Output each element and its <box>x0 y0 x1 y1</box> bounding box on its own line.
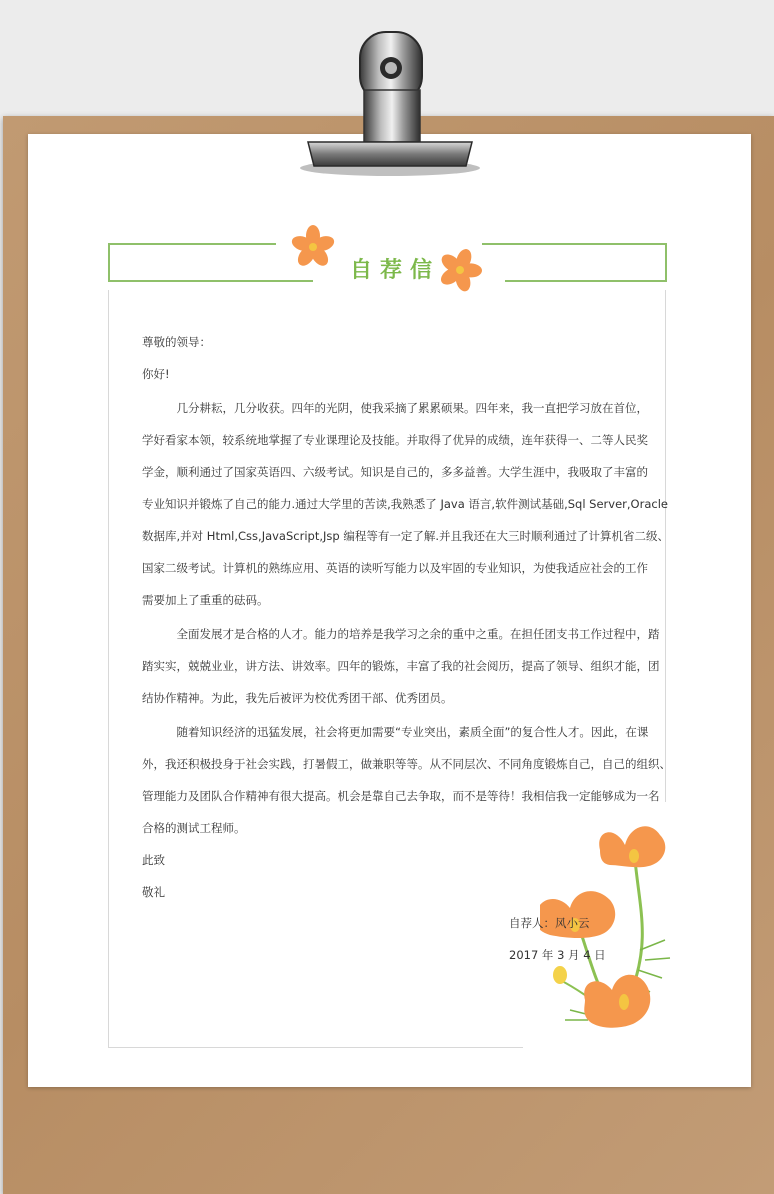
body-line: 几分耕耘，几分收获。四年的光阴，使我采摘了累累硕果。四年来，我一直把学习放在首位， <box>142 401 648 415</box>
body-line: 学好看家本领，较系统地掌握了专业课理论及技能。并取得了优异的成绩，连年获得一、二等人民奖 <box>142 433 648 447</box>
salutation: 尊敬的领导： <box>142 335 211 349</box>
body-line: 专业知识并锻炼了自己的能力.通过大学里的苦读,我熟悉了 Java 语言,软件测试基础,Sql Server,Oracle <box>142 497 668 511</box>
body-line: 踏实实，兢兢业业，讲方法、讲效率。四年的锻炼，丰富了我的社会阅历，提高了领导、组织才能，团 <box>142 659 660 673</box>
closing-line: 此致 <box>142 853 165 867</box>
date: 2017 年 3 月 4 日 <box>509 948 606 962</box>
page-title: 自荐信 <box>349 258 440 283</box>
greeting: 你好! <box>142 367 170 381</box>
header-frame-line <box>665 243 667 281</box>
signer: 自荐人：风小云 <box>509 916 590 930</box>
header-frame-line <box>108 243 276 245</box>
header-frame-line <box>482 243 666 245</box>
body-line: 外，我还积极投身于社会实践，打暑假工，做兼职等等。从不同层次、不同角度锻炼自己，自己的组织、 <box>142 757 671 771</box>
poppy-flowers-icon <box>540 820 690 1050</box>
binder-clip-icon <box>290 20 490 180</box>
closing-line: 敬礼 <box>142 885 165 899</box>
header-frame-line <box>108 243 110 281</box>
header-frame-line <box>505 280 667 282</box>
body-line: 随着知识经济的迅猛发展，社会将更加需要“专业突出，素质全面”的复合性人才。因此，在课 <box>142 725 649 739</box>
body-line: 结协作精神。为此，我先后被评为校优秀团干部、优秀团员。 <box>142 691 453 705</box>
content-border-left <box>108 290 109 1048</box>
body-line: 合格的测试工程师。 <box>142 821 246 835</box>
body-line: 需要加上了重重的砝码。 <box>142 593 269 607</box>
body-line: 学金，顺利通过了国家英语四、六级考试。知识是自己的，多多益善。大学生涯中，我吸取了丰富的 <box>142 465 648 479</box>
body-line: 国家二级考试。计算机的熟练应用、英语的读听写能力以及牢固的专业知识，为使我适应社会的工作 <box>142 561 648 575</box>
body-line: 全面发展才是合格的人才。能力的培养是我学习之余的重中之重。在担任团支书工作过程中，踏 <box>142 627 660 641</box>
body-line: 管理能力及团队合作精神有很大提高。机会是靠自己去争取，而不是等待！我相信我一定能够成为一名 <box>142 789 660 803</box>
body-line: 数据库,并对 Html,Css,JavaScript,Jsp 编程等有一定了解.并且我还在大三时顺利通过了计算机省二级、 <box>142 529 669 543</box>
header-frame-line <box>108 280 313 282</box>
content-border-right <box>665 290 666 802</box>
content-border-bottom <box>108 1047 523 1048</box>
